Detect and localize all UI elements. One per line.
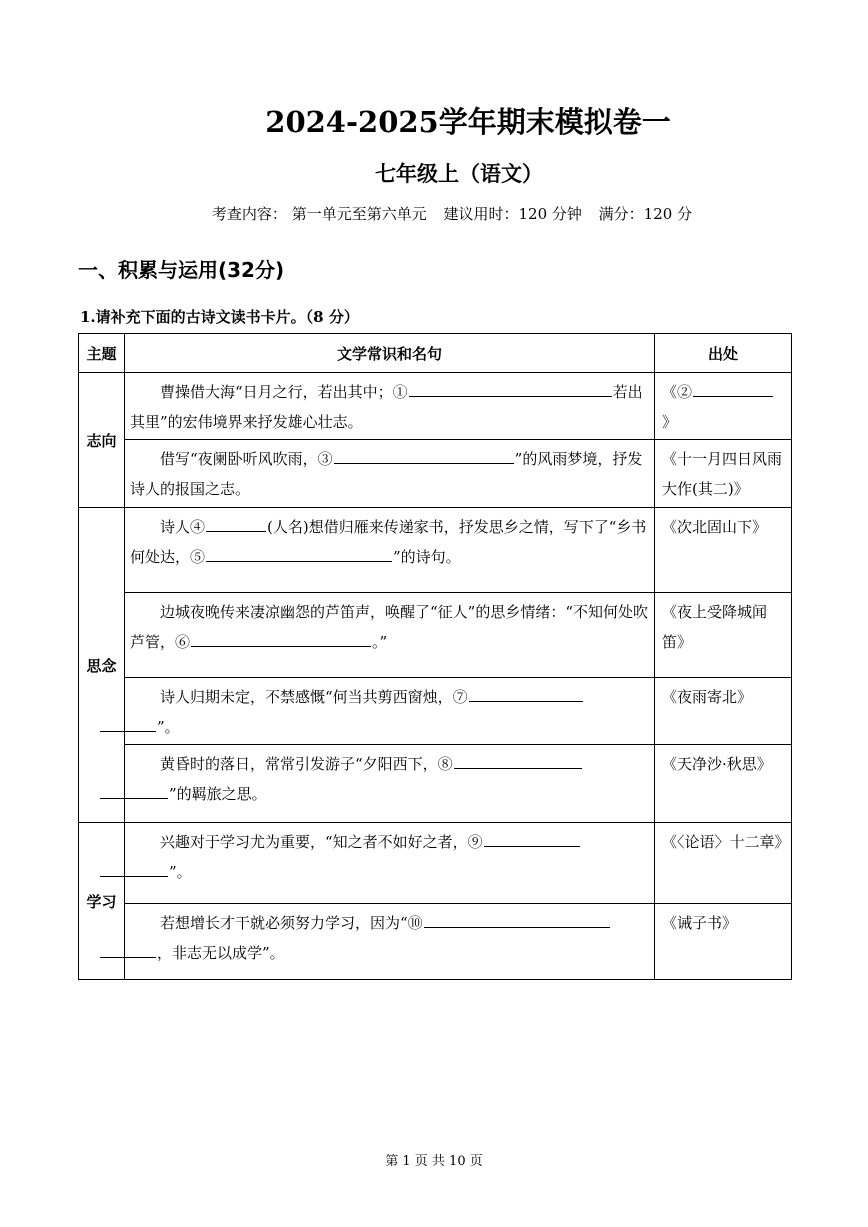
table-row: [79, 823, 792, 904]
row-content: 曹操借大海“日月之行，若出其中；① 若出其里”的宏伟境界来抒发雄心壮志。: [125, 373, 655, 440]
answer-blank-9[interactable]: [484, 828, 580, 847]
row-content: 边城夜晚传来凄凉幽怨的芦笛声，唤醒了“征人”的思乡情绪：“不知何处吹芦管，⑥ 。”: [125, 593, 655, 678]
theme-ambition: 志向: [79, 373, 125, 508]
row-content: 诗人归期未定，不禁感慨“何当共剪西窗烛，⑦ ”。: [125, 678, 655, 745]
table-row: [79, 508, 792, 593]
row-source: 《诫子书》: [655, 904, 792, 980]
answer-blank-7[interactable]: [469, 683, 583, 702]
answer-blank-4[interactable]: [206, 513, 266, 532]
row-source: 《〈论语〉十二章》: [655, 823, 792, 904]
table-header-row: [79, 334, 792, 373]
answer-blank-9b: [100, 858, 168, 877]
section-title: 一、积累与运用(32分): [78, 258, 285, 282]
table-row: [79, 373, 792, 440]
page-footer: 第 1 页 共 10 页: [385, 1154, 483, 1169]
exam-scope: 考查内容： 第一单元至第六单元: [211, 205, 427, 223]
exam-time: 建议用时：120 分钟: [443, 205, 582, 223]
row-source: 《夜雨寄北》: [655, 678, 792, 745]
exam-score: 满分：120 分: [598, 205, 693, 223]
row-content: 诗人④ (人名)想借归雁来传递家书，抒发思乡之情，写下了“乡书何处达，⑤ ”的诗句。: [125, 508, 655, 593]
answer-blank-8b: [100, 780, 168, 799]
answer-blank-10b: [100, 939, 156, 958]
table-row: [79, 745, 792, 823]
question-prompt: 1.请补充下面的古诗文读书卡片。（8 分）: [80, 308, 359, 326]
reading-card-table: [78, 333, 792, 980]
row-source: 《次北固山下》: [655, 508, 792, 593]
row-source: 《夜上受降城闻笛》: [655, 593, 792, 678]
table-row: [79, 678, 792, 745]
table-row: [79, 593, 792, 678]
exam-subtitle: 七年级上（语文）: [375, 161, 543, 186]
answer-blank-7b: [100, 713, 156, 732]
answer-blank-2[interactable]: [693, 378, 773, 397]
row-source: 《十一月四日风雨大作(其二)》: [655, 440, 792, 508]
row-content: 若想增长才干就必须努力学习，因为“⑩ ，非志无以成学”。: [125, 904, 655, 980]
header-content: 文学常识和名句: [125, 334, 655, 373]
table-row: [79, 904, 792, 980]
answer-blank-6[interactable]: [191, 628, 371, 647]
answer-blank-3[interactable]: [334, 445, 514, 464]
row-content: 借写“夜阑卧听风吹雨，③ ”的风雨梦境，抒发诗人的报国之志。: [125, 440, 655, 508]
answer-blank-1[interactable]: [409, 378, 612, 397]
header-source: 出处: [655, 334, 792, 373]
table-row: [79, 440, 792, 508]
theme-longing: 思念: [79, 508, 125, 823]
header-theme: 主题: [79, 334, 125, 373]
theme-study: 学习: [79, 823, 125, 980]
answer-blank-5[interactable]: [206, 543, 392, 562]
row-source: 《②》: [655, 373, 792, 440]
row-content: 兴趣对于学习尤为重要，“知之者不如好之者，⑨ ”。: [125, 823, 655, 904]
row-source: 《天净沙·秋思》: [655, 745, 792, 823]
exam-meta: [0, 203, 868, 224]
exam-title: 2024-2025学年期末模拟卷一: [265, 105, 671, 139]
answer-blank-8[interactable]: [454, 750, 582, 769]
row-content: 黄昏时的落日，常常引发游子“夕阳西下，⑧ ”的羁旅之思。: [125, 745, 655, 823]
answer-blank-10[interactable]: [424, 909, 610, 928]
